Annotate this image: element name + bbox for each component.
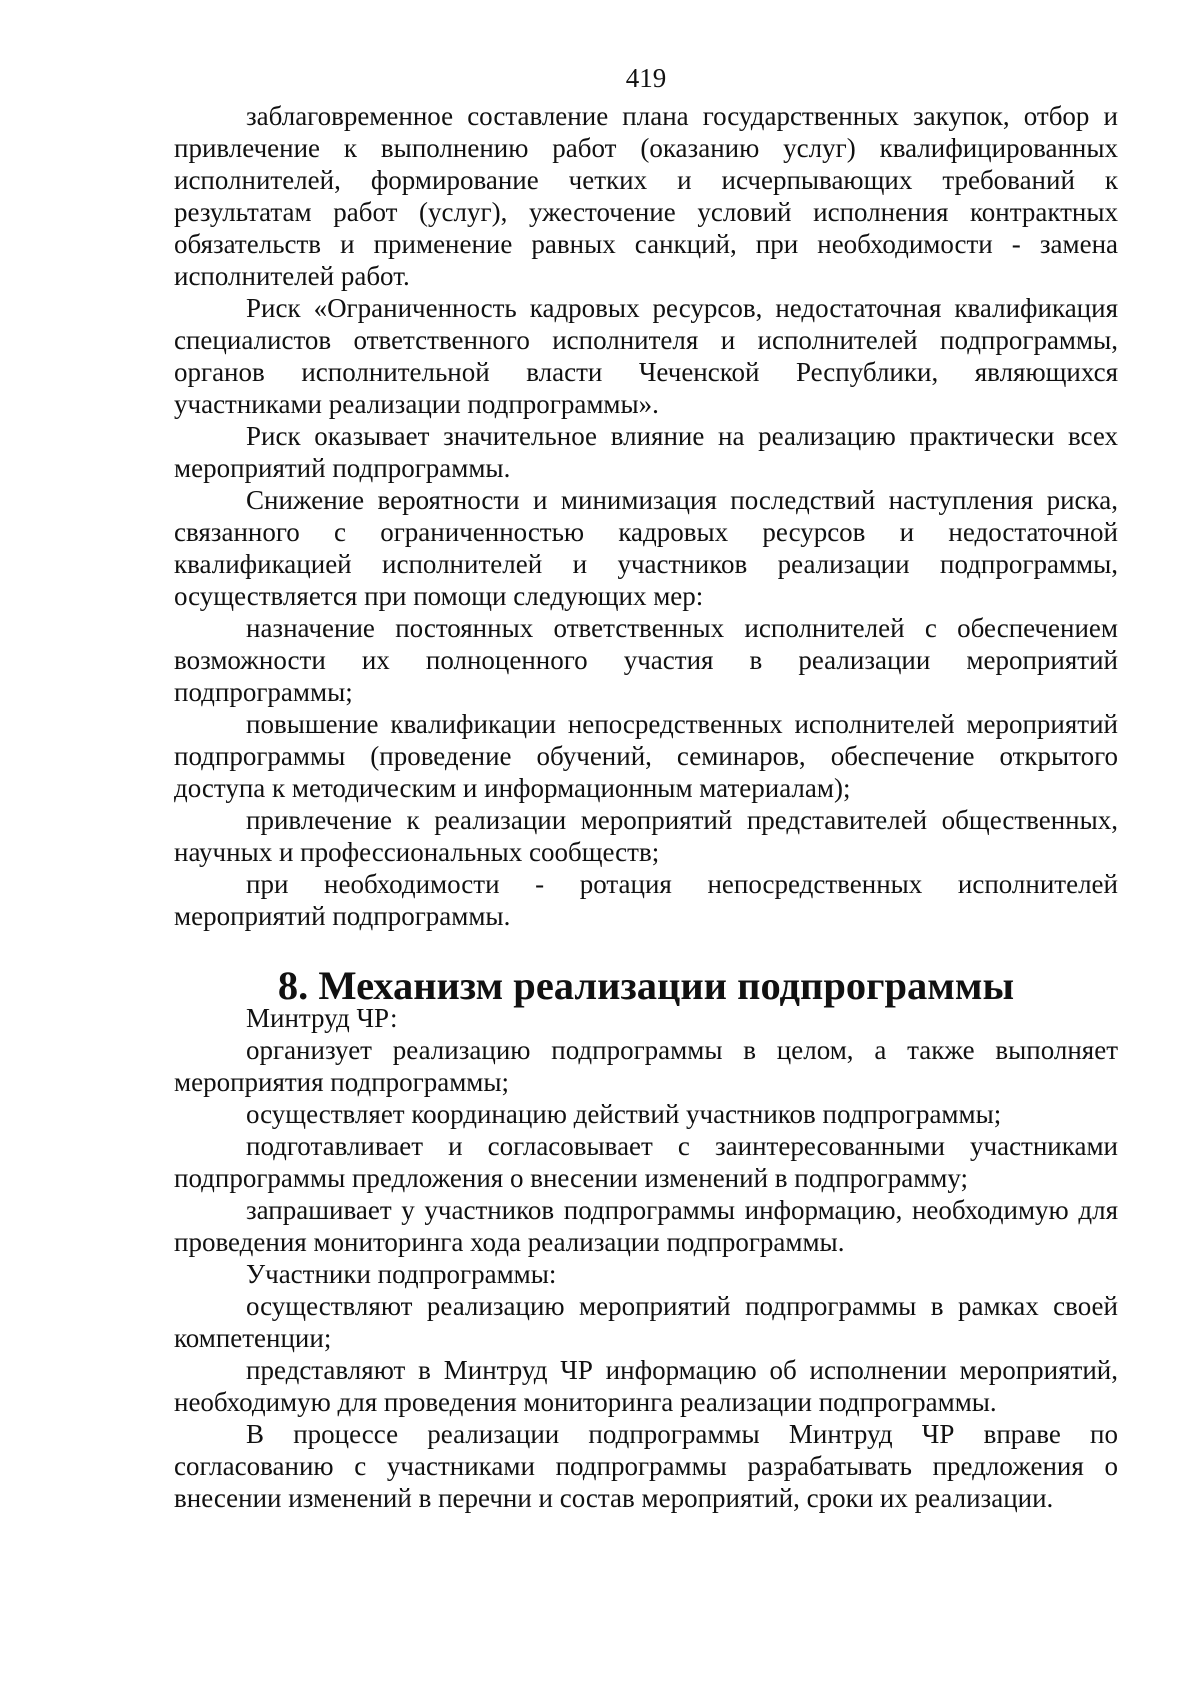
paragraph-risk-mitigation: Снижение вероятности и минимизация последствий наступления риска, связанного с ограниченностью кадровых ресурсов и недостаточной квалификацией исполнителей и участников реализации подпрограммы, осуществляется при помощи следующих мер: — [174, 485, 1118, 611]
page-number: 419 — [625, 63, 667, 93]
paragraph-measure-qualification: повышение квалификации непосредственных исполнителей мероприятий подпрограммы (проведение обучений, семинаров, обеспечение открытого доступа к методическим и информационным материалам); — [174, 709, 1118, 803]
risk-measures-section — [174, 100, 1118, 932]
paragraph-risk-influence: Риск оказывает значительное влияние на реализацию практически всех мероприятий подпрограммы. — [174, 421, 1118, 483]
paragraph-participants-label: Участники подпрограммы: — [246, 1259, 557, 1289]
section-heading: 8. Механизм реализации подпрограммы — [277, 963, 1015, 1008]
paragraph-participants-implement: осуществляют реализацию мероприятий подпрограммы в рамках своей компетенции; — [174, 1291, 1118, 1353]
paragraph-ministry-requests: запрашивает у участников подпрограммы информацию, необходимую для проведения мониторинга хода реализации подпрограммы. — [174, 1195, 1118, 1257]
paragraph-ministry-prepares: подготавливает и согласовывает с заинтересованными участниками подпрограммы предложения о внесении изменений в подпрограмму; — [174, 1131, 1118, 1193]
paragraph-ministry-organizes: организует реализацию подпрограммы в целом, а также выполняет мероприятия подпрограммы; — [174, 1035, 1118, 1097]
paragraph-procurement-measures: заблаговременное составление плана государственных закупок, отбор и привлечение к выполнению работ (оказанию услуг) квалифицированных исполнителей, формирование четких и исчерпывающих требований к результатам работ (услуг), ужесточение условий исполнения контрактных обязательств и применение равных санкций, при необходимости - замена исполнителей работ. — [174, 101, 1118, 291]
paragraph-changes-process: В процессе реализации подпрограммы Минтруд ЧР вправе по согласованию с участниками подпрограммы разрабатывать предложения о внесении изменений в перечни и состав мероприятий, сроки их реализации. — [174, 1419, 1118, 1513]
paragraph-measure-appointment: назначение постоянных ответственных исполнителей с обеспечением возможности их полноценного участия в реализации мероприятий подпрограммы; — [174, 613, 1118, 707]
paragraph-ministry-label: Минтруд ЧР: — [246, 1003, 398, 1033]
paragraph-staff-risk-title: Риск «Ограниченность кадровых ресурсов, недостаточная квалификация специалистов ответственного исполнителя и исполнителей подпрограммы, органов исполнительной власти Чеченской Республики, являющихся участниками реализации подпрограммы». — [174, 293, 1118, 419]
mechanism-section — [174, 1002, 1118, 1514]
paragraph-measure-rotation: при необходимости - ротация непосредственных исполнителей мероприятий подпрограммы. — [174, 869, 1118, 931]
paragraph-participants-report: представляют в Минтруд ЧР информацию об исполнении мероприятий, необходимую для проведения мониторинга реализации подпрограммы. — [174, 1355, 1118, 1417]
paragraph-measure-involvement: привлечение к реализации мероприятий представителей общественных, научных и профессиональных сообществ; — [174, 805, 1118, 867]
document-page — [174, 62, 1118, 1514]
paragraph-ministry-coordinates: осуществляет координацию действий участников подпрограммы; — [246, 1099, 1002, 1129]
